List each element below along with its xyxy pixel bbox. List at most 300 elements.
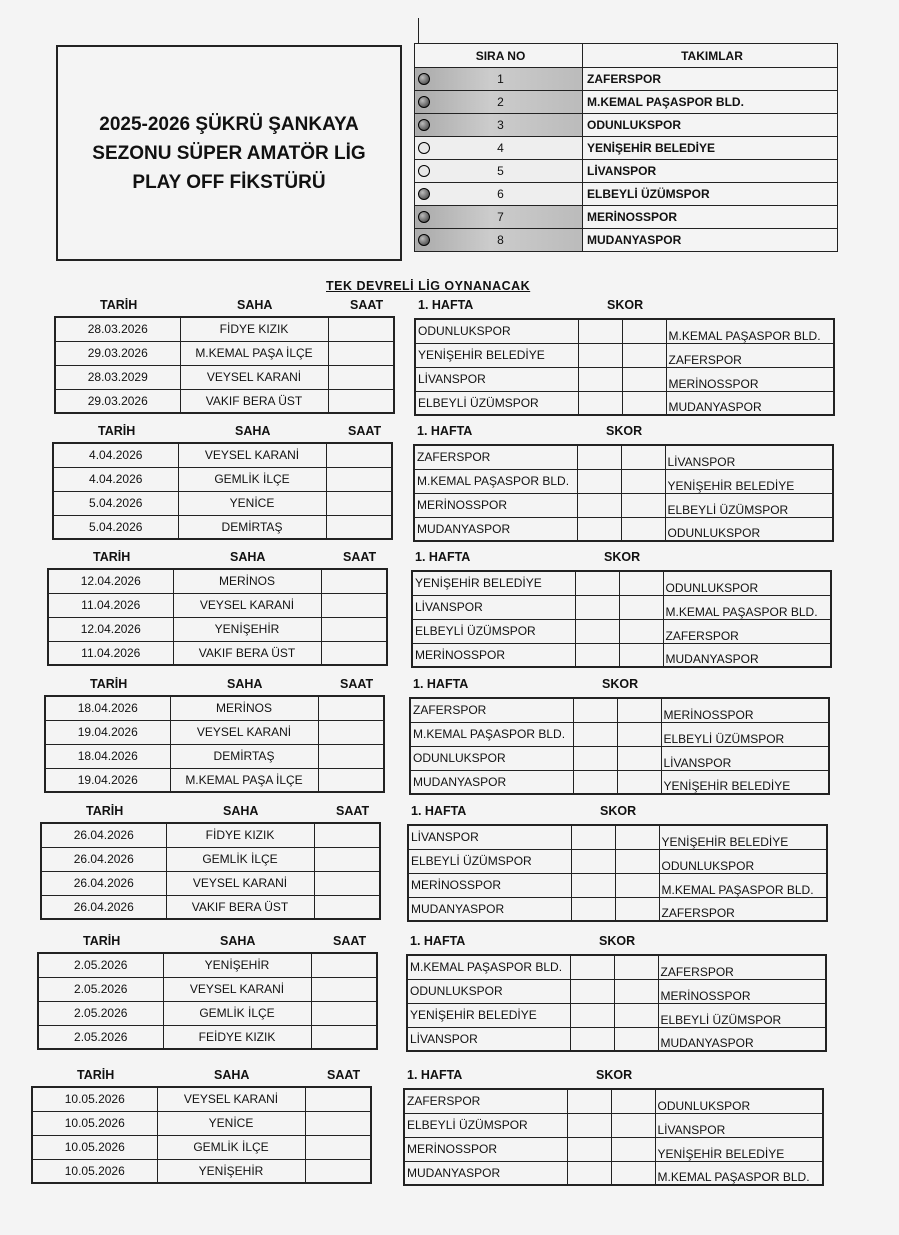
match-venue: DEMİRTAŞ [178, 515, 326, 539]
match-date: 18.04.2026 [45, 744, 170, 768]
score-header: SKOR [602, 677, 639, 691]
away-score [614, 955, 658, 979]
match-time [326, 467, 392, 491]
schedule-row [48, 641, 387, 665]
home-score [575, 595, 619, 619]
match-venue: VEYSEL KARANİ [170, 720, 318, 744]
match-venue: VEYSEL KARANİ [163, 977, 311, 1001]
match-time [321, 569, 387, 593]
venue-header: SAHA [227, 677, 263, 691]
match-venue: YENİŞEHİR [163, 953, 311, 977]
home-score [567, 1089, 611, 1113]
home-score [578, 319, 622, 343]
match-row [408, 873, 827, 897]
match-date: 12.04.2026 [48, 569, 173, 593]
match-time [328, 317, 394, 341]
away-score [621, 469, 665, 493]
score-header: SKOR [607, 298, 644, 312]
away-team: M.KEMAL PAŞASPOR BLD. [666, 319, 834, 343]
team-name: ELBEYLİ ÜZÜMSPOR [583, 183, 838, 206]
match-table [409, 697, 830, 795]
match-row [415, 319, 834, 343]
away-score [611, 1089, 655, 1113]
match-row [404, 1161, 823, 1185]
match-venue: VAKIF BERA ÜST [166, 895, 314, 919]
match-row [410, 698, 829, 722]
ball-icon [418, 73, 430, 85]
schedule-row [45, 744, 384, 768]
schedule-table [44, 695, 385, 793]
match-venue: M.KEMAL PAŞA İLÇE [170, 768, 318, 792]
venue-header: SAHA [230, 550, 266, 564]
home-score [573, 746, 617, 770]
match-date: 29.03.2026 [55, 341, 180, 365]
match-date: 12.04.2026 [48, 617, 173, 641]
team-name: ZAFERSPOR [583, 68, 838, 91]
date-header: TARİH [100, 298, 138, 312]
team-name: YENİŞEHİR BELEDİYE [583, 137, 838, 160]
match-date: 19.04.2026 [45, 720, 170, 744]
away-team: ODUNLUKSPOR [665, 517, 833, 541]
away-score [622, 319, 666, 343]
match-time [305, 1111, 371, 1135]
schedule-table [40, 822, 381, 920]
match-time [326, 491, 392, 515]
away-team: MUDANYASPOR [663, 643, 831, 667]
team-no: 8 [415, 229, 583, 252]
away-score [615, 849, 659, 873]
match-venue: GEMLİK İLÇE [157, 1135, 305, 1159]
match-time [318, 696, 384, 720]
away-team: MUDANYASPOR [658, 1027, 826, 1051]
home-team: MUDANYASPOR [408, 897, 571, 921]
schedule-row [41, 895, 380, 919]
match-row [410, 746, 829, 770]
match-table [414, 318, 835, 416]
date-header: TARİH [77, 1068, 115, 1082]
match-row [404, 1113, 823, 1137]
match-venue: MERİNOS [173, 569, 321, 593]
home-score [575, 619, 619, 643]
date-header: TARİH [83, 934, 121, 948]
schedule-row [53, 467, 392, 491]
home-score [570, 979, 614, 1003]
home-team: YENİŞEHİR BELEDİYE [407, 1003, 570, 1027]
home-score [571, 849, 615, 873]
schedule-row [41, 823, 380, 847]
week-header: 1. HAFTA [415, 550, 471, 564]
match-table [403, 1088, 824, 1186]
match-venue: VAKIF BERA ÜST [173, 641, 321, 665]
away-score [621, 517, 665, 541]
schedule-row [41, 871, 380, 895]
match-time [328, 389, 394, 413]
week-header: 1. HAFTA [407, 1068, 463, 1082]
match-row [407, 1027, 826, 1051]
match-venue: FİDYE KIZIK [166, 823, 314, 847]
match-row [412, 595, 831, 619]
match-date: 18.04.2026 [45, 696, 170, 720]
ball-icon [418, 96, 430, 108]
match-venue: YENİCE [178, 491, 326, 515]
match-date: 26.04.2026 [41, 871, 166, 895]
match-venue: YENİŞEHİR [157, 1159, 305, 1183]
home-team: YENİŞEHİR BELEDİYE [412, 571, 575, 595]
match-date: 26.04.2026 [41, 847, 166, 871]
home-team: MERİNOSSPOR [408, 873, 571, 897]
match-time [311, 953, 377, 977]
away-team: YENİŞEHİR BELEDİYE [665, 469, 833, 493]
time-header: SAAT [343, 550, 377, 564]
home-team: M.KEMAL PAŞASPOR BLD. [407, 955, 570, 979]
match-row [408, 897, 827, 921]
schedule-row [32, 1087, 371, 1111]
date-header: TARİH [90, 677, 128, 691]
away-team: ODUNLUKSPOR [659, 849, 827, 873]
team-no: 5 [415, 160, 583, 183]
away-team: ODUNLUKSPOR [655, 1089, 823, 1113]
away-score [615, 873, 659, 897]
title-box [56, 45, 402, 261]
team-name: LİVANSPOR [583, 160, 838, 183]
team-no: 7 [415, 206, 583, 229]
away-team: YENİŞEHİR BELEDİYE [655, 1137, 823, 1161]
schedule-row [53, 515, 392, 539]
score-header: SKOR [596, 1068, 633, 1082]
match-venue: VEYSEL KARANİ [157, 1087, 305, 1111]
match-row [414, 493, 833, 517]
match-row [412, 619, 831, 643]
schedule-table [31, 1086, 372, 1184]
away-team: MERİNOSSPOR [661, 698, 829, 722]
home-team: MERİNOSSPOR [414, 493, 577, 517]
home-score [571, 897, 615, 921]
home-team: YENİŞEHİR BELEDİYE [415, 343, 578, 367]
ball-icon [418, 119, 430, 131]
home-team: ELBEYLİ ÜZÜMSPOR [412, 619, 575, 643]
match-time [314, 895, 380, 919]
schedule-row [32, 1111, 371, 1135]
away-score [619, 619, 663, 643]
venue-header: SAHA [237, 298, 273, 312]
away-score [622, 367, 666, 391]
match-row [414, 517, 833, 541]
title-line-3: PLAY OFF FİKSTÜRÜ [132, 171, 326, 193]
match-venue: GEMLİK İLÇE [178, 467, 326, 491]
home-score [577, 493, 621, 517]
home-team: ELBEYLİ ÜZÜMSPOR [404, 1113, 567, 1137]
team-no: 1 [415, 68, 583, 91]
match-date: 26.04.2026 [41, 895, 166, 919]
away-team: M.KEMAL PAŞASPOR BLD. [663, 595, 831, 619]
match-time [311, 1025, 377, 1049]
schedule-row [48, 593, 387, 617]
home-team: M.KEMAL PAŞASPOR BLD. [414, 469, 577, 493]
match-row [407, 979, 826, 1003]
score-header: SKOR [604, 550, 641, 564]
schedule-table [37, 952, 378, 1050]
home-team: M.KEMAL PAŞASPOR BLD. [410, 722, 573, 746]
match-venue: VAKIF BERA ÜST [180, 389, 328, 413]
match-row [412, 571, 831, 595]
home-score [571, 825, 615, 849]
home-team: LİVANSPOR [415, 367, 578, 391]
home-score [573, 698, 617, 722]
home-score [575, 643, 619, 667]
home-team: ODUNLUKSPOR [410, 746, 573, 770]
title-line-2: SEZONU SÜPER AMATÖR LİG [92, 142, 366, 164]
home-score [577, 445, 621, 469]
match-date: 29.03.2026 [55, 389, 180, 413]
away-team: YENİŞEHİR BELEDİYE [661, 770, 829, 794]
match-time [321, 617, 387, 641]
score-header: SKOR [599, 934, 636, 948]
venue-header: SAHA [223, 804, 259, 818]
away-score [615, 825, 659, 849]
home-score [570, 955, 614, 979]
match-venue: VEYSEL KARANİ [178, 443, 326, 467]
match-date: 28.03.2029 [55, 365, 180, 389]
away-score [611, 1161, 655, 1185]
home-score [570, 1027, 614, 1051]
home-score [573, 770, 617, 794]
match-date: 19.04.2026 [45, 768, 170, 792]
match-date: 11.04.2026 [48, 593, 173, 617]
ball-icon [418, 211, 430, 223]
title-line-1: 2025-2026 ŞÜKRÜ ŞANKAYA [99, 113, 359, 135]
home-score [578, 343, 622, 367]
time-header: SAAT [333, 934, 367, 948]
away-score [622, 343, 666, 367]
match-venue: YENİCE [157, 1111, 305, 1135]
schedule-row [41, 847, 380, 871]
match-venue: FEİDYE KIZIK [163, 1025, 311, 1049]
home-team: LİVANSPOR [408, 825, 571, 849]
week-header: 1. HAFTA [411, 804, 467, 818]
team-name: MERİNOSSPOR [583, 206, 838, 229]
match-date: 4.04.2026 [53, 467, 178, 491]
schedule-row [38, 1001, 377, 1025]
team-name: ODUNLUKSPOR [583, 114, 838, 137]
team-no: 6 [415, 183, 583, 206]
match-row [407, 1003, 826, 1027]
match-row [410, 722, 829, 746]
schedule-table [52, 442, 393, 540]
away-score [617, 722, 661, 746]
schedule-row [53, 491, 392, 515]
away-team: ZAFERSPOR [658, 955, 826, 979]
time-header: SAAT [340, 677, 374, 691]
away-score [619, 571, 663, 595]
match-time [321, 641, 387, 665]
match-date: 2.05.2026 [38, 1025, 163, 1049]
match-time [305, 1159, 371, 1183]
away-score [614, 1003, 658, 1027]
home-team: ZAFERSPOR [404, 1089, 567, 1113]
home-team: ZAFERSPOR [414, 445, 577, 469]
home-score [578, 391, 622, 415]
home-score [567, 1113, 611, 1137]
schedule-table [54, 316, 395, 414]
match-date: 26.04.2026 [41, 823, 166, 847]
schedule-row [45, 720, 384, 744]
match-venue: MERİNOS [170, 696, 318, 720]
teams-table [414, 43, 838, 252]
schedule-row [55, 341, 394, 365]
schedule-row [48, 569, 387, 593]
schedule-table [47, 568, 388, 666]
match-row [415, 391, 834, 415]
schedule-row [45, 696, 384, 720]
match-date: 5.04.2026 [53, 515, 178, 539]
match-venue: FİDYE KIZIK [180, 317, 328, 341]
away-score [621, 445, 665, 469]
home-score [567, 1137, 611, 1161]
away-score [611, 1137, 655, 1161]
week-header: 1. HAFTA [410, 934, 466, 948]
home-team: ZAFERSPOR [410, 698, 573, 722]
match-time [328, 341, 394, 365]
top-divider [418, 18, 419, 43]
away-score [611, 1113, 655, 1137]
match-date: 10.05.2026 [32, 1111, 157, 1135]
away-team: ODUNLUKSPOR [663, 571, 831, 595]
away-score [617, 698, 661, 722]
team-name: MUDANYASPOR [583, 229, 838, 252]
match-row [408, 825, 827, 849]
ball-icon [418, 165, 430, 177]
schedule-row [45, 768, 384, 792]
away-team: ELBEYLİ ÜZÜMSPOR [661, 722, 829, 746]
match-venue: DEMİRTAŞ [170, 744, 318, 768]
match-time [326, 515, 392, 539]
away-team: YENİŞEHİR BELEDİYE [659, 825, 827, 849]
time-header: SAAT [350, 298, 384, 312]
schedule-row [55, 317, 394, 341]
match-date: 4.04.2026 [53, 443, 178, 467]
match-date: 2.05.2026 [38, 953, 163, 977]
match-row [414, 469, 833, 493]
match-date: 11.04.2026 [48, 641, 173, 665]
home-score [571, 873, 615, 897]
home-score [573, 722, 617, 746]
home-team: MUDANYASPOR [404, 1161, 567, 1185]
schedule-row [32, 1159, 371, 1183]
match-table [411, 570, 832, 668]
away-team: M.KEMAL PAŞASPOR BLD. [655, 1161, 823, 1185]
venue-header: SAHA [214, 1068, 250, 1082]
match-time [305, 1135, 371, 1159]
match-date: 2.05.2026 [38, 1001, 163, 1025]
match-date: 2.05.2026 [38, 977, 163, 1001]
match-time [318, 744, 384, 768]
away-score [615, 897, 659, 921]
match-venue: GEMLİK İLÇE [166, 847, 314, 871]
match-venue: VEYSEL KARANİ [180, 365, 328, 389]
match-table [413, 444, 834, 542]
teams-header-name: TAKIMLAR [583, 44, 838, 68]
away-score [617, 770, 661, 794]
schedule-row [38, 1025, 377, 1049]
home-score [567, 1161, 611, 1185]
schedule-row [48, 617, 387, 641]
schedule-row [53, 443, 392, 467]
match-venue: YENİŞEHİR [173, 617, 321, 641]
home-team: MERİNOSSPOR [412, 643, 575, 667]
home-team: ELBEYLİ ÜZÜMSPOR [408, 849, 571, 873]
away-team: MUDANYASPOR [666, 391, 834, 415]
away-score [619, 643, 663, 667]
away-team: ZAFERSPOR [659, 897, 827, 921]
away-team: LİVANSPOR [661, 746, 829, 770]
home-team: MUDANYASPOR [410, 770, 573, 794]
match-row [415, 343, 834, 367]
away-score [619, 595, 663, 619]
away-team: ZAFERSPOR [663, 619, 831, 643]
match-date: 5.04.2026 [53, 491, 178, 515]
match-time [305, 1087, 371, 1111]
away-team: MERİNOSSPOR [666, 367, 834, 391]
home-team: MUDANYASPOR [414, 517, 577, 541]
away-team: M.KEMAL PAŞASPOR BLD. [659, 873, 827, 897]
match-date: 28.03.2026 [55, 317, 180, 341]
match-date: 10.05.2026 [32, 1159, 157, 1183]
away-score [621, 493, 665, 517]
match-time [314, 847, 380, 871]
away-team: ELBEYLİ ÜZÜMSPOR [658, 1003, 826, 1027]
match-row [407, 955, 826, 979]
schedule-row [38, 977, 377, 1001]
away-score [614, 1027, 658, 1051]
match-row [414, 445, 833, 469]
home-team: MERİNOSSPOR [404, 1137, 567, 1161]
away-team: MERİNOSSPOR [658, 979, 826, 1003]
date-header: TARİH [86, 804, 124, 818]
match-venue: VEYSEL KARANİ [166, 871, 314, 895]
match-time [311, 977, 377, 1001]
team-name: M.KEMAL PAŞASPOR BLD. [583, 91, 838, 114]
home-score [570, 1003, 614, 1027]
week-header: 1. HAFTA [417, 424, 473, 438]
week-header: 1. HAFTA [418, 298, 474, 312]
match-table [406, 954, 827, 1052]
score-header: SKOR [600, 804, 637, 818]
match-date: 10.05.2026 [32, 1087, 157, 1111]
match-table [407, 824, 828, 922]
match-row [410, 770, 829, 794]
week-header: 1. HAFTA [413, 677, 469, 691]
match-time [318, 720, 384, 744]
ball-icon [418, 142, 430, 154]
match-time [321, 593, 387, 617]
date-header: TARİH [93, 550, 131, 564]
match-row [404, 1137, 823, 1161]
teams-header-no: SIRA NO [415, 44, 583, 68]
match-venue: M.KEMAL PAŞA İLÇE [180, 341, 328, 365]
score-header: SKOR [606, 424, 643, 438]
time-header: SAAT [348, 424, 382, 438]
away-score [617, 746, 661, 770]
schedule-row [38, 953, 377, 977]
schedule-row [55, 365, 394, 389]
match-time [311, 1001, 377, 1025]
home-team: ODUNLUKSPOR [407, 979, 570, 1003]
match-venue: GEMLİK İLÇE [163, 1001, 311, 1025]
team-no: 4 [415, 137, 583, 160]
schedule-row [32, 1135, 371, 1159]
ball-icon [418, 234, 430, 246]
home-score [575, 571, 619, 595]
